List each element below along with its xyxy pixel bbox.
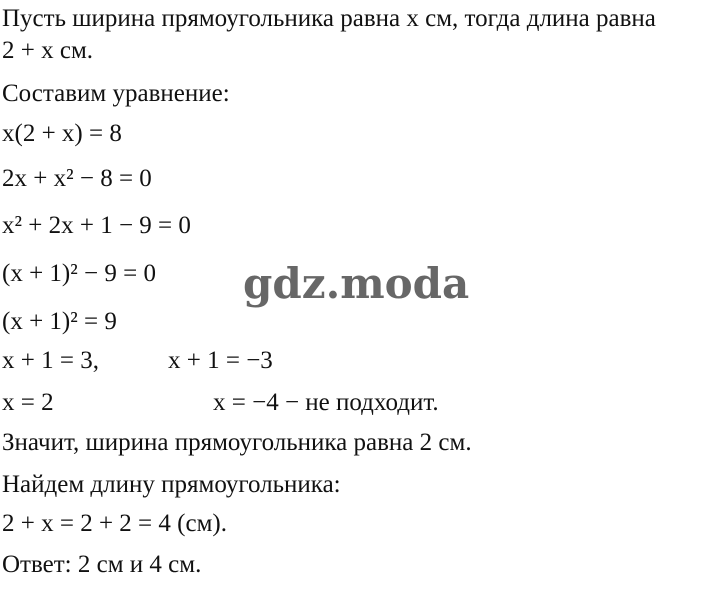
equation-line-7: (x + 1)² − 9 = 0 [2,260,156,287]
equation-line-10-right: x = −4 − не подходит. [213,389,439,416]
text-line-14: Ответ: 2 см и 4 см. [2,551,202,578]
equation-line-4: x(2 + x) = 8 [2,120,122,147]
equation-line-5: 2x + x² − 8 = 0 [2,165,152,192]
equation-line-6: x² + 2x + 1 − 9 = 0 [2,212,191,239]
text-line-1: Пусть ширина прямоугольника равна x см, тогда длина равна [2,5,656,32]
text-line-11: Значит, ширина прямоугольника равна 2 см. [2,429,472,456]
equation-line-8: (x + 1)² = 9 [2,308,117,335]
text-line-2: 2 + x см. [2,37,94,64]
text-line-3: Составим уравнение: [2,80,230,107]
text-line-12: Найдем длину прямоугольника: [2,471,341,498]
equation-line-13: 2 + x = 2 + 2 = 4 (см). [2,510,227,537]
equation-line-9-left: x + 1 = 3, [2,347,99,374]
equation-line-10-left: x = 2 [2,389,54,416]
watermark-logo: gdz.moda [243,259,470,308]
equation-line-9-right: x + 1 = −3 [168,347,273,374]
